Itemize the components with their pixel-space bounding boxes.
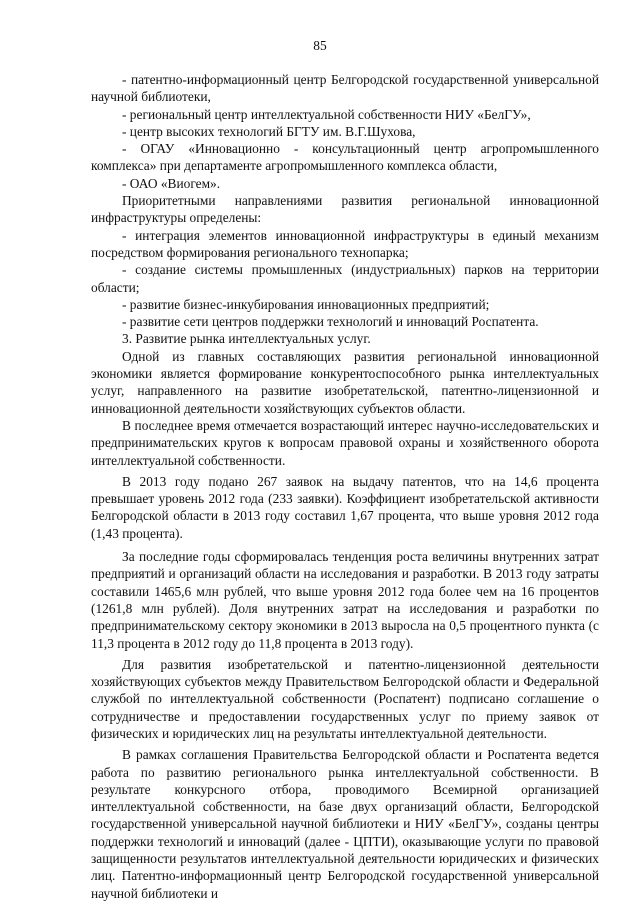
- paragraph: В 2013 году подано 267 заявок на выдачу патентов, что на 14,6 процента превышает уровень 2012 года (233 заявки). Коэффициент изобретательской активности Белгородской области в 2013 году составил 1,67 процента, что выше уровня 2012 года (1,43 процента).: [91, 473, 599, 541]
- list-item: - развитие сети центров поддержки технологий и инноваций Роспатента.: [122, 314, 539, 330]
- list-item: - создание системы промышленных (индустриальных) парков на территории области;: [91, 262, 599, 295]
- list-item: - ОГАУ «Инновационно - консультационный центр агропромышленного комплекса» при департаменте агропромышленного комплекса области,: [91, 141, 599, 174]
- paragraph: За последние годы сформировалась тенденция роста величины внутренних затрат предприятий и организаций области на исследования и разработки. В 2013 году затраты составили 1465,6 млн рублей, что выше уровня 2012 года более чем на 16 процентов (1261,8 млн рублей). Доля внутренних затрат на исследования и разработки по предпринимательскому сектору экономики в 2013 выросла на 0,5 процентного пункта (с 11,3 процента в 2012 году до 11,8 процента в 2013 году).: [91, 549, 599, 651]
- paragraph: Приоритетными направлениями развития региональной инновационной инфраструктуры определены:: [91, 193, 599, 226]
- paragraph: Для развития изобретательской и патентно-лицензионной деятельности хозяйствующих субъектов между Правительством Белгородской области и Федеральной службой по интеллектуальной собственности (Роспатент) подписано соглашение о сотрудничестве и предоставлении государственных услуг по приему заявок от физических и юридических лиц на результаты интеллектуальной деятельности.: [91, 656, 599, 741]
- paragraph: В рамках соглашения Правительства Белгородской области и Роспатента ведется работа по развитию регионального рынка интеллектуальной собственности. В результате конкурсного отбора, проводимого Всемирной организацией интеллектуальной собственности, на базе двух организаций области, Белгородской государственной универсальной научной библиотеки и НИУ «БелГУ», созданы центры поддержки технологий и инноваций (далее - ЦПТИ), оказывающие услуги по правовой защищенности результатов интеллектуальной деятельности юридических и физических лиц. Патентно-информационный центр Белгородской государственной универсальной научной библиотеки и: [91, 747, 599, 901]
- list-item: - патентно-информационный центр Белгородской государственной универсальной научной библиотеки,: [91, 72, 599, 105]
- section-heading: 3. Развитие рынка интеллектуальных услуг.: [122, 331, 371, 347]
- list-item: - развитие бизнес-инкубирования инновационных предприятий;: [122, 296, 490, 312]
- paragraph: В последнее время отмечается возрастающий интерес научно-исследовательских и предпринимательских кругов к вопросам правовой охраны и хозяйственного оборота интеллектуальной собственности.: [91, 417, 599, 468]
- list-item: - центр высоких технологий БГТУ им. В.Г.Шухова,: [122, 123, 416, 139]
- paragraph: Одной из главных составляющих развития региональной инновационной экономики является формирование конкурентоспособного рынка интеллектуальных услуг, направленного на развитие изобретательской, патентно-лицензионной и инновационной деятельности хозяйствующих субъектов области.: [91, 348, 599, 416]
- list-item: - интеграция элементов инновационной инфраструктуры в единый механизм посредством формирования регионального технопарка;: [91, 227, 599, 260]
- list-item: - ОАО «Виогем».: [122, 175, 221, 191]
- list-item: - региональный центр интеллектуальной собственности НИУ «БелГУ»,: [122, 106, 531, 122]
- document-body: [91, 71, 599, 902]
- page-number: 85: [313, 38, 327, 53]
